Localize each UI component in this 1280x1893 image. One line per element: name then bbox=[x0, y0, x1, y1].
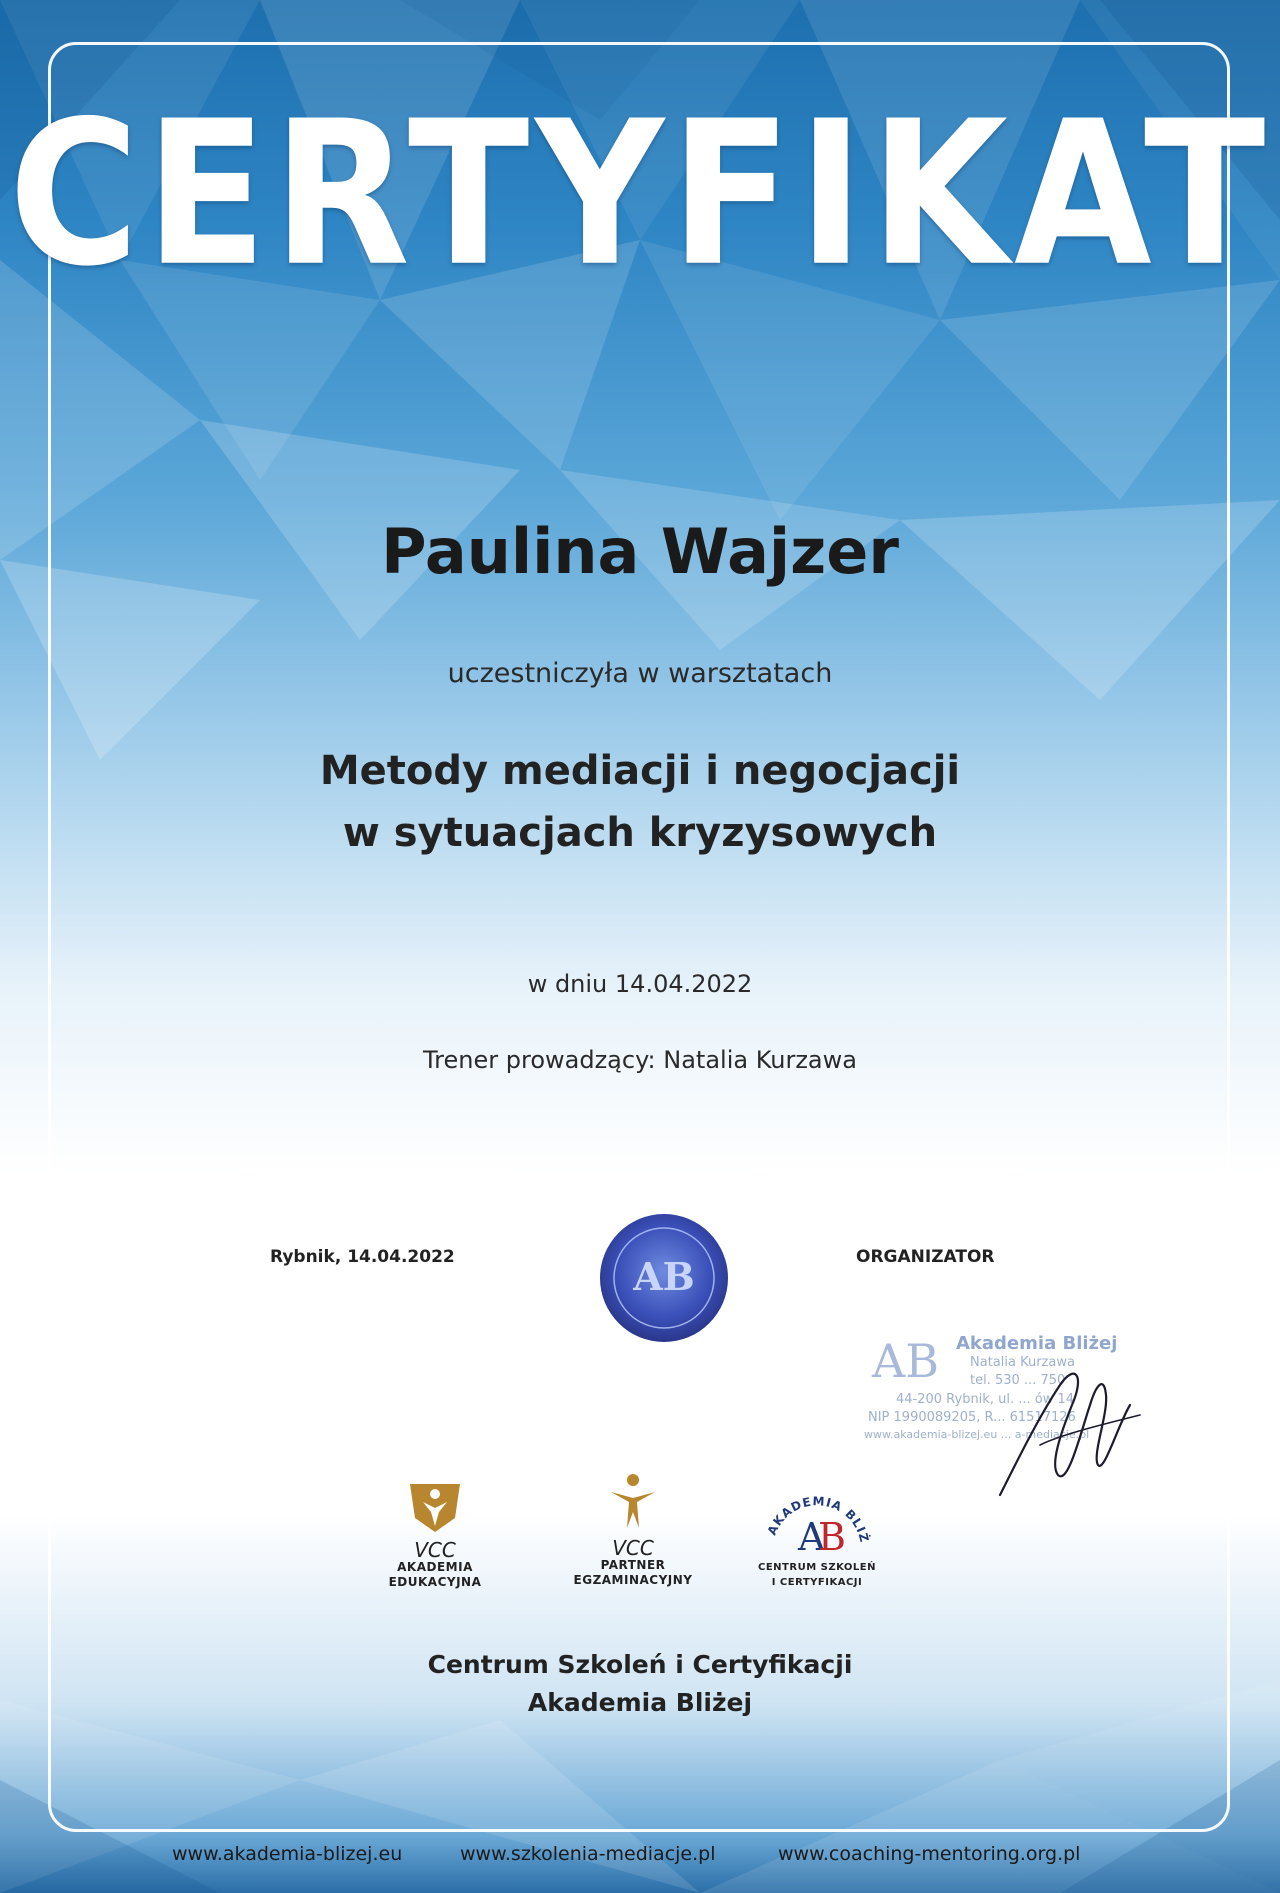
course-title-line1: Metody mediacji i negocjacji bbox=[319, 748, 961, 794]
url-szkolenia-mediacje[interactable]: www.szkolenia-mediacje.pl bbox=[460, 1843, 716, 1865]
course-date: w dniu 14.04.2022 bbox=[527, 970, 753, 998]
svg-text:AB: AB bbox=[872, 1334, 940, 1388]
hologram-seal-icon bbox=[596, 1210, 732, 1346]
certificate-title: CERTYFIKAT bbox=[8, 78, 1272, 310]
trainer-line: Trener prowadzący: Natalia Kurzawa bbox=[423, 1046, 857, 1074]
akademia-blizej-stamp-logo-icon bbox=[868, 1329, 948, 1389]
vcc-partner-logo bbox=[538, 1472, 728, 1588]
issuer-name-line2: Akademia Bliżej bbox=[527, 1688, 753, 1717]
course-title-line2: w sytuacjach kryzysowych bbox=[342, 810, 938, 856]
akademia-blizej-logo bbox=[742, 1478, 892, 1590]
svg-text:AKADEMIA BLIŻEJ: AKADEMIA BLIŻ bbox=[764, 1494, 872, 1545]
issuer-name-line1: Centrum Szkoleń i Certyfikacji bbox=[427, 1650, 853, 1679]
logo-caption-line2: EDUKACYJNA bbox=[388, 1575, 482, 1589]
signature-icon bbox=[980, 1345, 1160, 1515]
stamp-web: www.akademia-blizej.eu ... a-mediacje.pl bbox=[864, 1428, 1090, 1441]
place-and-date: Rybnik, 14.04.2022 bbox=[270, 1247, 455, 1267]
participation-text: uczestniczyła w warsztatach bbox=[447, 658, 833, 689]
akademia-blizej-emblem-icon bbox=[762, 1478, 872, 1556]
vcc-figure-icon bbox=[603, 1472, 663, 1534]
logo-caption-line2: I CERTYFIKACJI bbox=[771, 1577, 863, 1588]
organizer-label: ORGANIZATOR bbox=[856, 1247, 995, 1267]
svg-text:AB: AB bbox=[633, 1254, 695, 1299]
url-akademia-blizej[interactable]: www.akademia-blizej.eu bbox=[172, 1843, 403, 1865]
logo-caption-line1: PARTNER bbox=[600, 1558, 666, 1572]
logo-brand: VCC bbox=[414, 1538, 456, 1562]
recipient-name: Paulina Wajzer bbox=[381, 515, 899, 588]
url-coaching-mentoring[interactable]: www.coaching-mentoring.org.pl bbox=[778, 1843, 1081, 1865]
svg-text:B: B bbox=[818, 1515, 846, 1556]
vcc-figure-icon bbox=[405, 1478, 465, 1536]
stamp-address: 44-200 Rybnik, ul. ... ów 14 bbox=[896, 1392, 1074, 1407]
stamp-name: Akademia Bliżej bbox=[956, 1333, 1118, 1354]
stamp-nip: NIP 1990089205, R... 61517126 bbox=[868, 1410, 1076, 1425]
logo-caption-line1: AKADEMIA bbox=[397, 1560, 473, 1574]
svg-text:A: A bbox=[798, 1515, 826, 1556]
stamp-phone: tel. 530 ... 750 bbox=[970, 1373, 1066, 1388]
logo-caption-line2: EGZAMINACYJNY bbox=[573, 1573, 693, 1587]
logo-brand: VCC bbox=[612, 1536, 654, 1560]
logo-caption-line1: CENTRUM SZKOLEŃ bbox=[758, 1562, 876, 1573]
vcc-akademia-logo bbox=[360, 1478, 510, 1590]
stamp-person: Natalia Kurzawa bbox=[970, 1355, 1075, 1370]
